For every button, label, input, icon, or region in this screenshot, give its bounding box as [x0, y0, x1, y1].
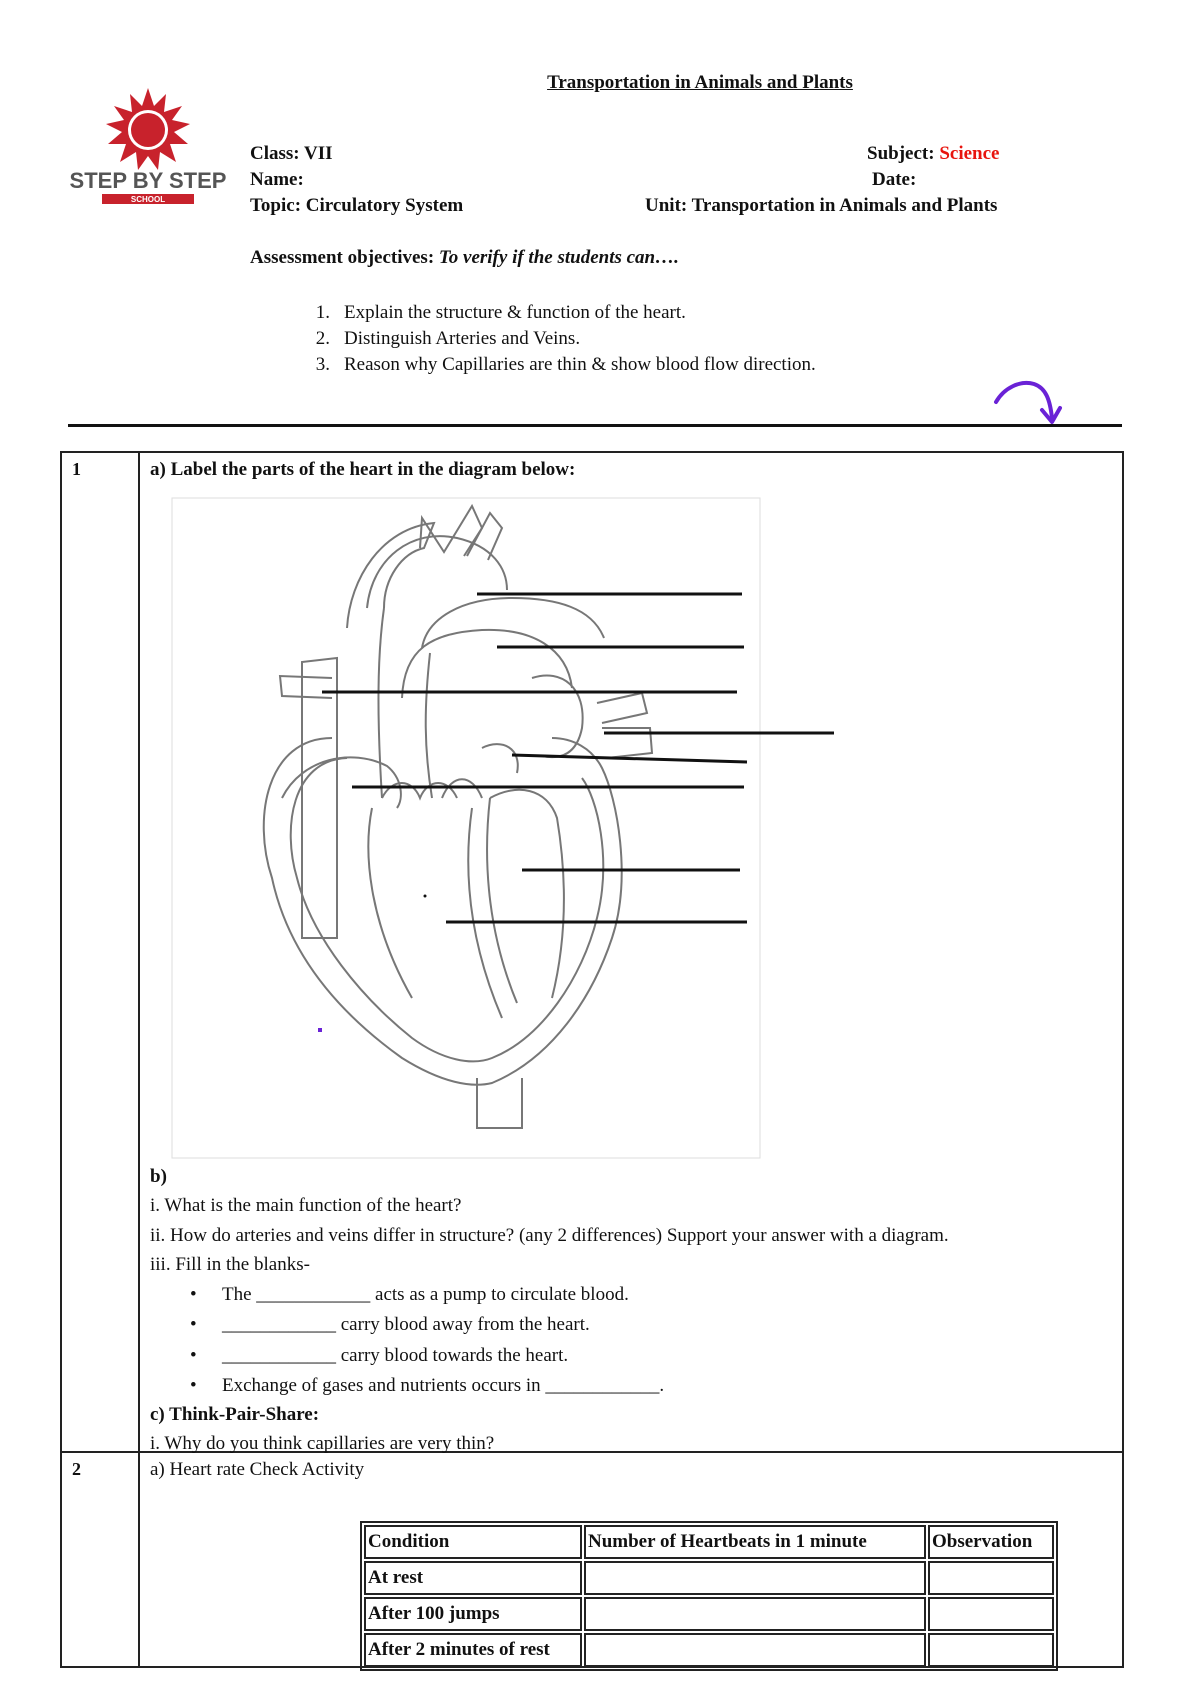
- table-cell-input[interactable]: [928, 1633, 1054, 1667]
- q2a-instruction: a) Heart rate Check Activity: [150, 1459, 365, 1480]
- objectives-list: [280, 300, 816, 378]
- table-header: Observation: [928, 1525, 1054, 1559]
- q1b-iii: iii. Fill in the blanks-: [150, 1254, 310, 1275]
- objectives-intro: To verify if the students can….: [438, 247, 679, 268]
- question-body-2: [139, 1452, 1123, 1667]
- table-row: [364, 1633, 1054, 1667]
- handwritten-arrow-icon: [990, 376, 1070, 436]
- header-divider: [68, 424, 1122, 427]
- assessment-objectives: [250, 247, 679, 269]
- topic-label: Topic: Circulatory System: [250, 195, 464, 216]
- subject-value: Science: [939, 143, 1000, 164]
- table-header: Number of Heartbeats in 1 minute: [584, 1525, 926, 1559]
- table-row: [364, 1597, 1054, 1631]
- table-header: Condition: [364, 1525, 582, 1559]
- question-row-1: [61, 452, 1123, 1452]
- table-cell: After 100 jumps: [364, 1597, 582, 1631]
- q1c-label: c) Think-Pair-Share:: [150, 1404, 320, 1425]
- objective-item: 1. Explain the structure & function of the heart.: [315, 302, 686, 323]
- table-cell: After 2 minutes of rest: [364, 1633, 582, 1667]
- class-label: Class: VII: [250, 143, 333, 164]
- objectives-label: Assessment objectives:: [250, 247, 435, 268]
- question-number: 2: [61, 1452, 139, 1667]
- table-cell-input[interactable]: [928, 1597, 1054, 1631]
- q1b-ii: ii. How do arteries and veins differ in structure? (any 2 differences) Support your answer with a diagram.: [150, 1225, 949, 1246]
- fill-blank-item[interactable]: • Exchange of gases and nutrients occurs in ____________.: [190, 1375, 665, 1396]
- logo-star-icon: [106, 88, 190, 170]
- fill-blank-item[interactable]: • ____________ carry blood towards the heart.: [190, 1345, 569, 1366]
- question-row-2: [61, 1452, 1123, 1667]
- question-number: 1: [61, 452, 139, 1452]
- objective-item: 3. Reason why Capillaries are thin & show blood flow direction.: [315, 354, 816, 375]
- table-cell-input[interactable]: [584, 1561, 926, 1595]
- name-field[interactable]: Name:: [250, 169, 304, 190]
- q1b-i: i. What is the main function of the heart?: [150, 1195, 462, 1216]
- table-cell-input[interactable]: [584, 1633, 926, 1667]
- table-cell-input[interactable]: [928, 1561, 1054, 1595]
- q1a-instruction: a) Label the parts of the heart in the diagram below:: [150, 459, 576, 480]
- table-cell-input[interactable]: [584, 1597, 926, 1631]
- fill-blank-item[interactable]: • The ____________ acts as a pump to circulate blood.: [190, 1284, 629, 1305]
- subject-label: Subject:: [867, 143, 935, 164]
- q1c-i: i. Why do you think capillaries are very thin?: [150, 1433, 495, 1454]
- table-row: [364, 1561, 1054, 1595]
- school-logo: [69, 84, 227, 209]
- question-table: [60, 451, 1124, 1668]
- heart-rate-table: [360, 1521, 1058, 1671]
- heart-diagram: [172, 498, 912, 1163]
- unit-label: Unit: Transportation in Animals and Plants: [645, 195, 998, 216]
- q1b-label: b): [150, 1166, 167, 1187]
- table-cell: At rest: [364, 1561, 582, 1595]
- fill-blank-item[interactable]: • ____________ carry blood away from the heart.: [190, 1314, 590, 1335]
- question-body-1: [139, 452, 1123, 1452]
- date-field[interactable]: Date:: [872, 169, 917, 190]
- logo-subtext: SCHOOL: [130, 195, 166, 204]
- page-title: Transportation in Animals and Plants: [547, 72, 853, 93]
- table-header-row: [364, 1525, 1054, 1559]
- logo-text: STEP BY STEP: [69, 168, 227, 193]
- subject-field: [867, 143, 999, 165]
- objective-item: 2. Distinguish Arteries and Veins.: [315, 328, 581, 349]
